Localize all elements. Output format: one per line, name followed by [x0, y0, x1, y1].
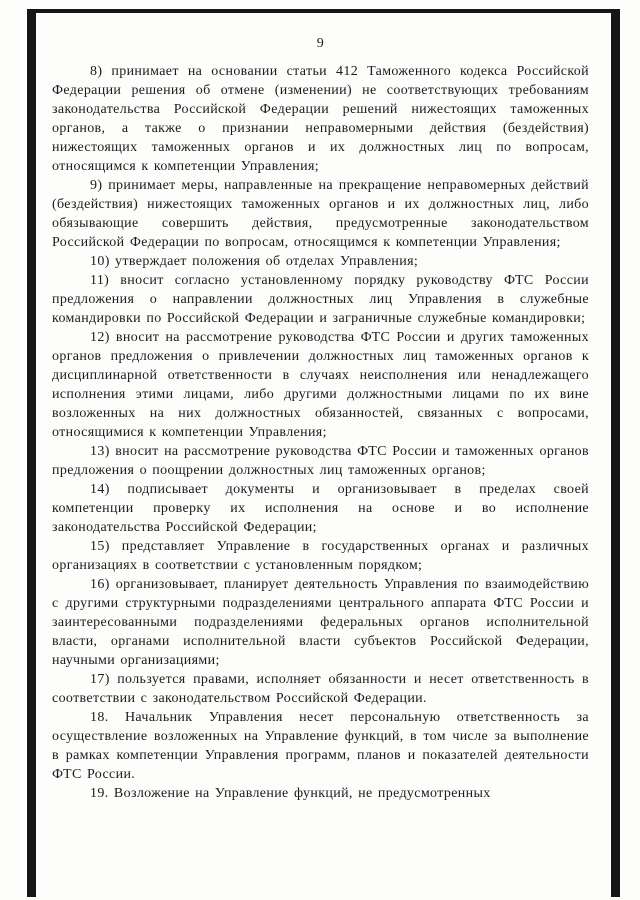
scan-border-top [27, 9, 620, 13]
scan-border-right [611, 9, 620, 897]
document-content [52, 36, 589, 803]
paragraph: 8) принимает на основании статьи 412 Таможенного кодекса Российской Федерации решения об отмене (изменении) не соответствующих требованиям законодательства Российской Федерации решений нижестоящих таможенных органов, а также о признании неправомерными действия (бездействия) нижестоящих таможенных органов и их должностных лиц по вопросам, относящимся к компетенции Управления; [52, 64, 589, 174]
page-number: 9 [316, 36, 325, 51]
paragraph: 15) представляет Управление в государственных органах и различных организациях в соответствии с установленным порядком; [52, 539, 589, 573]
document-body [52, 62, 589, 803]
paragraph: 10) утверждает положения об отделах Управления; [90, 254, 419, 269]
scan-border-left [27, 9, 36, 897]
paragraph: 19. Возложение на Управление функций, не предусмотренных [90, 786, 491, 801]
paragraph: 14) подписывает документы и организовывает в пределах своей компетенции проверку их исполнения на основе и во исполнение законодательства Российской Федерации; [52, 482, 589, 535]
paragraph: 12) вносит на рассмотрение руководства ФТС России и других таможенных органов предложения о привлечении должностных лиц таможенных органов к дисциплинарной ответственности в случаях неисполнения или ненадлежащего исполнения этими лицами, либо другими должностными лицами по их вине возложенных на них должностных обязанностей, связанных с вопросами, относящимися к компетенции Управления; [52, 330, 589, 440]
paragraph: 16) организовывает, планирует деятельность Управления по взаимодействию с другими структурными подразделениями центрального аппарата ФТС России и заинтересованными подразделениями федеральных органов исполнительной власти, органами исполнительной власти субъектов Российской Федерации, научными организациями; [52, 577, 589, 668]
paragraph: 9) принимает меры, направленные на прекращение неправомерных действий (бездействия) нижестоящих таможенных органов и их должностных лиц, либо обязывающие совершить действия, предусмотренные законодательством Российской Федерации по вопросам, относящимся к компетенции Управления; [52, 178, 589, 250]
paragraph: 17) пользуется правами, исполняет обязанности и несет ответственность в соответствии с законодательством Российской Федерации. [52, 672, 589, 706]
paragraph: 18. Начальник Управления несет персональную ответственность за осуществление возложенных на Управление функций, в том числе за выполнение в рамках компетенции Управления программ, планов и показателей деятельности ФТС России. [52, 710, 589, 782]
paragraph: 11) вносит согласно установленному порядку руководству ФТС России предложения о направлении должностных лиц Управления в служебные командировки по Российской Федерации и заграничные служебные командировки; [52, 273, 589, 326]
paragraph: 13) вносит на рассмотрение руководства ФТС России и таможенных органов предложения о поощрении должностных лиц таможенных органов; [52, 444, 589, 478]
